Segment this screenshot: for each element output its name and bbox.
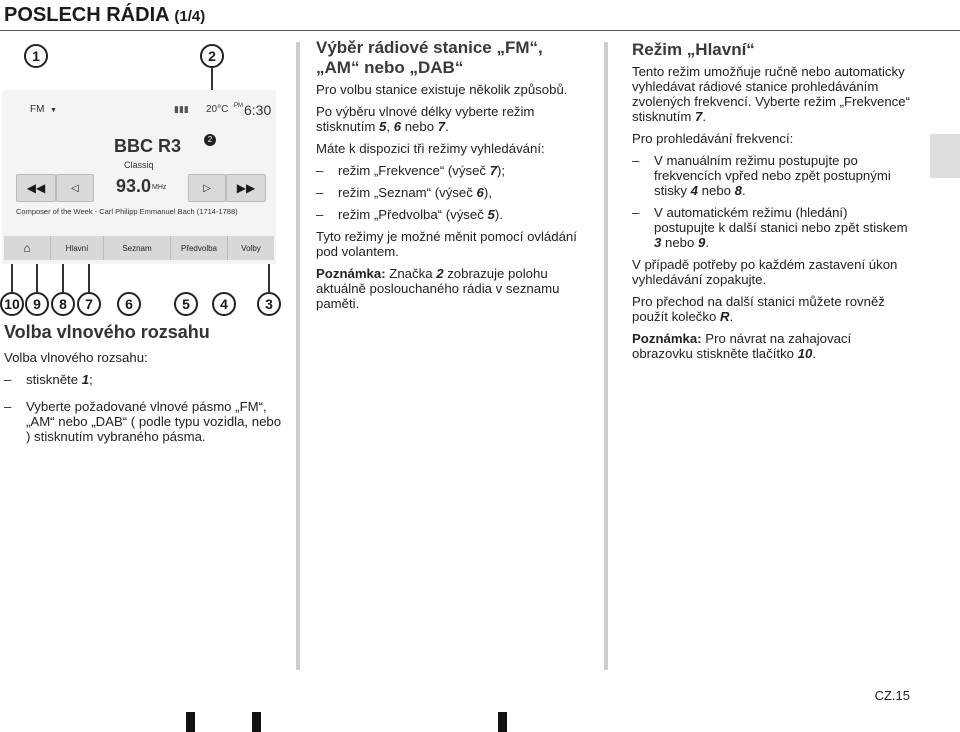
callout-4: 4 <box>212 292 236 316</box>
station-note: Poznámka: Značka 2 zobrazuje polohu aktuálně poslouchaného rádia v seznamu paměti. <box>316 266 560 311</box>
column-divider-1 <box>296 42 300 670</box>
tab-volby[interactable]: Volby <box>228 236 274 260</box>
station-name: BBC R3 <box>114 136 182 156</box>
step-back-button[interactable] <box>56 174 94 202</box>
page-number: CZ.15 <box>874 688 910 703</box>
seek-forward-button[interactable] <box>226 174 266 202</box>
station-p4: Tyto režimy je možné měnit pomocí ovládání pod volantem. <box>316 229 577 259</box>
tab-predvolba[interactable]: Předvolba <box>171 236 228 260</box>
station-genre: Classiq <box>124 160 154 170</box>
crop-mark-1 <box>186 712 195 732</box>
side-tab-marker <box>930 134 960 178</box>
main-p4: Pro přechod na další stanici můžete rovněž použít kolečko R. <box>632 294 885 324</box>
band-label[interactable]: FM <box>30 104 45 115</box>
section-heading-main-mode: Režim „Hlavní“ <box>632 40 755 59</box>
radio-text: Composer of the Week - Carl Philipp Emmanuel Bach (1714-1788) <box>16 207 238 216</box>
callout-5: 5 <box>174 292 198 316</box>
arrow-right-icon: ▷ <box>203 182 211 194</box>
crop-mark-3 <box>498 712 507 732</box>
main-p2: Pro prohledávání frekvencí: <box>632 131 794 146</box>
section-heading-station: Výběr rádiové stanice „FM“, „AM“ nebo „DAB“ <box>316 38 543 77</box>
band-step-2: – Vyberte požadované vlnové pásmo „FM“, „AM“ nebo „DAB“ ( podle typu vozidla, nebo ) stisknutím vybraného pásma. <box>4 399 282 444</box>
step-forward-button[interactable] <box>188 174 226 202</box>
main-p3: V případě potřeby po každém zastavení úkon vyhledávání zopakujte. <box>632 257 898 287</box>
callout-7: 7 <box>77 292 101 316</box>
band-chevron-icon: ▼ <box>50 107 57 114</box>
section-heading-band: Volba vlnového rozsahu <box>4 322 210 342</box>
double-arrow-right-icon: ▶▶ <box>236 181 256 195</box>
station-p1: Pro volbu stanice existuje několik způsobů. <box>316 82 568 97</box>
clock: 6:30 <box>244 102 272 118</box>
station-p2: Po výběru vlnové délky vyberte režim stisknutím 5, 6 nebo 7. <box>316 104 535 134</box>
page-title: POSLECH RÁDIA (1/4) <box>4 4 206 26</box>
crop-mark-2 <box>252 712 261 732</box>
main-auto: – V automatickém režimu (hledání) postupujte k další stanici nebo zpět stiskem 3 nebo 9. <box>632 205 908 250</box>
signal-icon: ▮▮▮ <box>174 104 189 114</box>
page-subtitle: (1/4) <box>174 8 206 25</box>
station-p3: Máte k dispozici tři režimy vyhledávání: <box>316 141 545 156</box>
frequency: 93.0 <box>116 176 152 196</box>
header-rule <box>0 30 960 31</box>
frequency-unit: MHz <box>152 184 167 191</box>
seek-back-button[interactable] <box>16 174 56 202</box>
main-manual: – V manuálním režimu postupujte po frekvencích vpřed nebo zpět postupnými stisky 4 nebo 8. <box>632 153 891 198</box>
callout-3: 3 <box>257 292 281 316</box>
main-note: Poznámka: Pro návrat na zahajovací obrazovku stiskněte tlačítko 10. <box>632 331 852 361</box>
mode-seznam: – režim „Seznam“ (výseč 6), <box>316 185 492 200</box>
callout-9: 9 <box>25 292 49 316</box>
column-divider-2 <box>604 42 608 670</box>
temperature: 20°C <box>206 104 229 115</box>
column-1 <box>4 322 284 451</box>
mode-frekvence: – režim „Frekvence“ (výseč 7); <box>316 163 506 178</box>
callout-6: 6 <box>117 292 141 316</box>
home-button[interactable] <box>4 236 51 260</box>
callout-10: 10 <box>0 292 24 316</box>
band-step-1: – stiskněte 1; <box>4 372 93 387</box>
tab-hlavni[interactable]: Hlavní <box>51 236 104 260</box>
callout-2: 2 <box>200 44 224 68</box>
arrow-left-icon: ◁ <box>71 182 79 194</box>
meridiem: PM <box>234 103 243 109</box>
double-arrow-left-icon: ◀◀ <box>26 181 46 195</box>
callout-1: 1 <box>24 44 48 68</box>
tab-seznam[interactable]: Seznam <box>104 236 171 260</box>
home-icon: ⌂ <box>23 241 31 255</box>
callout-8: 8 <box>51 292 75 316</box>
mode-predvolba: – režim „Předvolba“ (výseč 5). <box>316 207 503 222</box>
column-3 <box>632 40 910 368</box>
memory-badge: 2 <box>204 134 216 146</box>
main-p1: Tento režim umožňuje ručně nebo automaticky vyhledávat rádiové stanice prohledáváním zvolených frekvencí. Vyberte režim „Frekvence“ stisknutím 7. <box>632 64 911 124</box>
band-intro: Volba vlnového rozsahu: <box>4 350 148 365</box>
radio-screen <box>2 90 276 264</box>
column-2 <box>316 38 596 318</box>
